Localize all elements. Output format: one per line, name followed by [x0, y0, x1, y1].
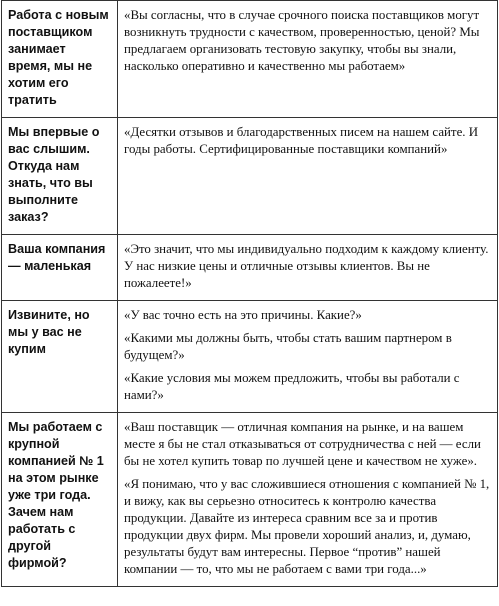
answer-cell [118, 1, 498, 118]
answer-text: «Какие условия мы можем предложить, чтобы вы работали с нами?» [124, 371, 460, 402]
answer-cell [118, 118, 498, 235]
answer-cell [118, 413, 498, 587]
table-row [2, 413, 498, 587]
answer-text: «Десятки отзывов и благодарственных писем на нашем сайте. И годы работы. Сертифицированные поставщики компаний» [124, 125, 479, 156]
answer-text: «Какими мы должны быть, чтобы стать вашим партнером в будущем?» [124, 331, 452, 362]
objection-cell: Мы впервые о вас слышим. Откуда нам знать, что вы выполните заказ? [2, 118, 118, 235]
objection-cell: Извините, но мы у вас не купим [2, 301, 118, 413]
table-row [2, 301, 498, 413]
answer-text: «У вас точно есть на это причины. Какие?» [124, 308, 362, 322]
answer-cell [118, 301, 498, 413]
objection-cell: Ваша компания — маленькая [2, 235, 118, 301]
answer-text: «Я понимаю, что у вас сложившиеся отношения с компанией № 1, и вижу, как вы серьезно относитесь к контролю качества продукции. Давайте из интереса сравним все за и против продукции двух фирм. Мы провели хороший анализ, и, думаю, результаты будут вам интересны. Первое “против” нашей компании — то, что мы не работаем с вами три года...» [124, 477, 490, 576]
answer-text: «Ваш поставщик — отличная компания на рынке, и на вашем месте я бы не стал отказываться от сотрудничества с ней — если бы не хотел купить товар по лучшей цене и качеством не хуже». [124, 420, 481, 468]
objections-table [1, 0, 498, 587]
answer-cell [118, 235, 498, 301]
table-row [2, 235, 498, 301]
table-row [2, 118, 498, 235]
answer-text: «Это значит, что мы индивидуально подходим к каждому клиенту. У нас низкие цены и отличные отзывы клиентов. Вы не пожалеете!» [124, 242, 489, 290]
table-row [2, 1, 498, 118]
objection-cell: Работа с новым поставщиком занимает время, мы не хотим его тратить [2, 1, 118, 118]
objection-cell: Мы работаем с крупной компанией № 1 на этом рынке уже три года. Зачем нам работать с другой фирмой? [2, 413, 118, 587]
answer-text: «Вы согласны, что в случае срочного поиска поставщиков могут возникнуть трудности с качеством, проверенностью, ценой? Мы предлагаем организовать тестовую закупку, чтобы вы знали, насколько оперативно и качественно мы работаем» [124, 8, 480, 73]
